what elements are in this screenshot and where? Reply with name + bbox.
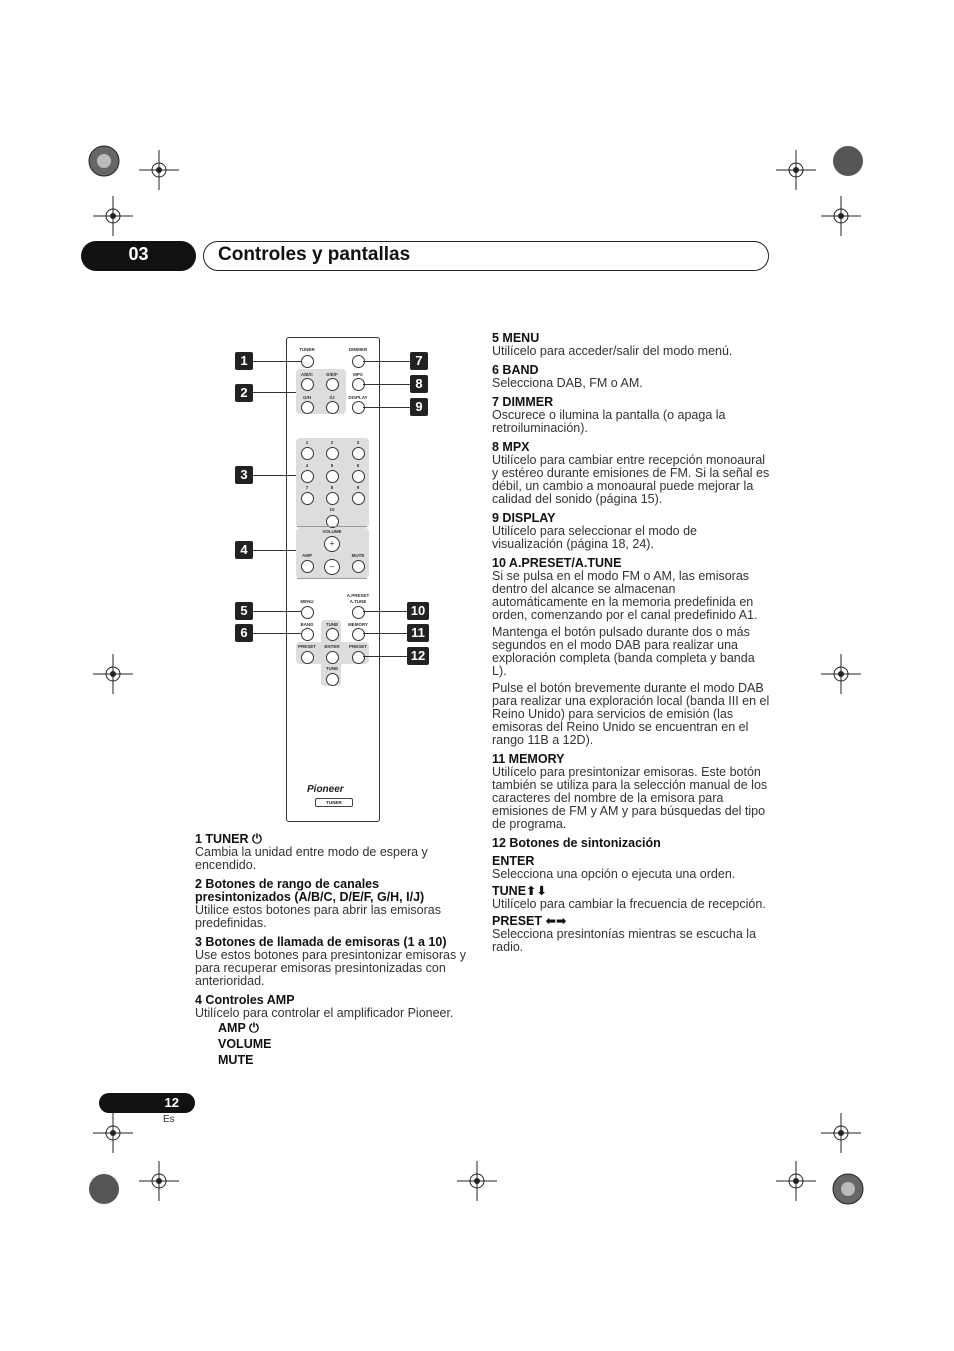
- item-3-heading: 3 Botones de llamada de emisoras (1 a 10): [195, 935, 447, 949]
- number-key: [326, 470, 339, 483]
- remote-label-preset-left: PRESET: [297, 644, 317, 649]
- band-button: [301, 628, 314, 641]
- crosshair-mark: [139, 1161, 179, 1201]
- registration-mark: [84, 1169, 124, 1209]
- tuner-button: [301, 355, 314, 368]
- tune-up-button: [326, 628, 339, 641]
- apreset-atune-button: [352, 606, 365, 619]
- volume-up-button: +: [324, 536, 340, 552]
- leader-line: [253, 475, 296, 476]
- item-8-heading: 8 MPX: [492, 440, 530, 454]
- callout-12: 12: [407, 647, 429, 665]
- callout-4: 4: [235, 541, 253, 559]
- remote-label-amp: AMP: [302, 553, 312, 558]
- mute-sub-item: MUTE: [218, 1053, 254, 1067]
- right-column: [492, 332, 770, 960]
- leader-line: [363, 633, 408, 634]
- remote-label-gh: G/H: [302, 395, 312, 400]
- leader-line: [253, 611, 301, 612]
- callout-8: 8: [410, 375, 428, 393]
- leader-line: [363, 656, 408, 657]
- crosshair-mark: [93, 654, 133, 694]
- item-5-heading: 5 MENU: [492, 331, 540, 345]
- key-label: 3: [356, 440, 360, 445]
- item-5-text: Utilícelo para acceder/salir del modo menú.: [492, 344, 733, 358]
- amp-sub-item: AMP ⏻: [218, 1021, 259, 1035]
- enter-button: [326, 651, 339, 664]
- callout-10: 10: [407, 602, 429, 620]
- leader-line: [253, 361, 301, 362]
- preset-heading: PRESET ⬅➡: [492, 914, 567, 928]
- item-1-text: Cambia la unidad entre modo de espera y encendido.: [195, 845, 428, 872]
- volume-sub-item: VOLUME: [218, 1037, 272, 1051]
- crosshair-mark: [821, 1113, 861, 1153]
- item-3-text: Use estos botones para presintonizar emisoras y para recuperar emisoras presintonizadas con anterioridad.: [195, 948, 466, 988]
- abc-button: [301, 378, 314, 391]
- item-1-heading: 1 TUNER ⏻: [195, 832, 262, 846]
- number-key: [301, 470, 314, 483]
- leader-line: [363, 361, 411, 362]
- number-key: [326, 447, 339, 460]
- remote-control-illustration: [286, 337, 380, 822]
- crosshair-mark: [776, 150, 816, 190]
- item-12-heading: 12 Botones de sintonización: [492, 836, 661, 850]
- registration-mark: [828, 141, 868, 181]
- leader-line: [363, 384, 411, 385]
- item-10-text-3: Pulse el botón brevemente durante el modo DAB para realizar una exploración local (banda III en el Reino Unido) para servicios de emisión (las emisoras del Reino Unido se encuentran en el rango 11B a 12D).: [492, 681, 770, 747]
- number-key: [301, 447, 314, 460]
- number-key: [352, 470, 365, 483]
- callout-11: 11: [407, 624, 429, 642]
- crosshair-mark: [776, 1161, 816, 1201]
- item-4-heading: 4 Controles AMP: [195, 993, 295, 1007]
- remote-label-dimmer: DIMMER: [348, 347, 368, 352]
- crosshair-mark: [457, 1161, 497, 1201]
- ij-button: [326, 401, 339, 414]
- enter-heading: ENTER: [492, 854, 535, 868]
- item-9-heading: 9 DISPLAY: [492, 511, 556, 525]
- chapter-title: Controles y pantallas: [218, 244, 411, 265]
- def-button: [326, 378, 339, 391]
- registration-mark: [84, 141, 124, 181]
- remote-label-tuner: TUNER: [299, 347, 315, 352]
- key-label: 10: [329, 507, 335, 512]
- number-key: [326, 492, 339, 505]
- page-number-badge: [99, 1093, 195, 1113]
- remote-label-ij: I/J: [329, 395, 335, 400]
- item-9-text: Utilícelo para seleccionar el modo de visualización (página 18, 24).: [492, 524, 697, 551]
- item-6-text: Selecciona DAB, FM o AM.: [492, 376, 643, 390]
- key-label: 6: [356, 463, 360, 468]
- pioneer-logo: Pioneer: [307, 784, 344, 795]
- amp-power-button: [301, 560, 314, 573]
- leader-line: [253, 550, 296, 551]
- remote-label-display: DISPLAY: [348, 395, 368, 400]
- crosshair-mark: [93, 196, 133, 236]
- remote-label-apreset: A.PRESET: [346, 593, 370, 598]
- crosshair-mark: [93, 1113, 133, 1153]
- item-7-text: Oscurece o ilumina la pantalla (o apaga la retroiluminación).: [492, 408, 726, 435]
- remote-label-menu: MENU: [300, 599, 314, 604]
- left-column: [195, 833, 473, 1074]
- item-10-text-2: Mantenga el botón pulsado durante dos o más segundos en el modo DAB para realizar una exploración completa (banda completa y banda L).: [492, 625, 755, 678]
- remote-label-enter: ENTER: [324, 644, 340, 649]
- preset-left-button: [301, 651, 314, 664]
- key-label: 5: [330, 463, 334, 468]
- number-key: [352, 492, 365, 505]
- callout-3: 3: [235, 466, 253, 484]
- callout-5: 5: [235, 602, 253, 620]
- callout-9: 9: [410, 398, 428, 416]
- volume-down-button: –: [324, 559, 340, 575]
- gh-button: [301, 401, 314, 414]
- item-10-text-1: Si se pulsa en el modo FM o AM, las emisoras dentro del alcance se almacenan automáticamente en la memoria predefinida en orden, comenzando por el canal predefinido A1.: [492, 569, 758, 622]
- chapter-badge: [81, 241, 196, 271]
- item-4-text: Utilícelo para controlar el amplificador Pioneer.: [195, 1006, 454, 1020]
- leader-line: [363, 611, 408, 612]
- divider: [297, 578, 367, 579]
- item-11-heading: 11 MEMORY: [492, 752, 565, 766]
- chapter-number: 03: [128, 244, 149, 264]
- item-11-text: Utilícelo para presintonizar emisoras. Este botón también se utiliza para la selección manual de los caracteres del nombre de la emisora para emisiones de FM y AM y para búsquedas del tipo de programa.: [492, 765, 768, 831]
- key-label: 9: [356, 485, 360, 490]
- remote-label-atune: A.TUNE: [349, 599, 367, 604]
- callout-6: 6: [235, 624, 253, 642]
- remote-label-tune-down: TUNE: [325, 666, 339, 671]
- menu-button: [301, 606, 314, 619]
- item-7-heading: 7 DIMMER: [492, 395, 554, 409]
- remote-label-tune-up: TUNE: [325, 622, 339, 627]
- language-code: Es: [163, 1114, 175, 1125]
- divider: [297, 526, 367, 527]
- remote-label-preset-right: PRESET: [348, 644, 368, 649]
- leader-line: [363, 407, 411, 408]
- item-2-heading: 2 Botones de rango de canales presintonizados (A/B/C, D/E/F, G/H, I/J): [195, 877, 425, 904]
- remote-label-mpx: MPX: [353, 372, 363, 377]
- tune-down-button: [326, 673, 339, 686]
- callout-2: 2: [235, 384, 253, 402]
- key-label: 7: [305, 485, 309, 490]
- remote-label-abc: A/B/C: [300, 372, 314, 377]
- key-label: 4: [305, 463, 309, 468]
- tune-heading: TUNE⬆⬇: [492, 884, 547, 898]
- callout-7: 7: [410, 352, 428, 370]
- chapter-title-box: [203, 241, 769, 271]
- remote-label-volume: VOLUME: [322, 529, 342, 534]
- number-key: [352, 447, 365, 460]
- tune-text: Utilícelo para cambiar la frecuencia de recepción.: [492, 897, 766, 911]
- callout-1: 1: [235, 352, 253, 370]
- crosshair-mark: [821, 654, 861, 694]
- key-label: 8: [330, 485, 334, 490]
- crosshair-mark: [139, 150, 179, 190]
- item-2-text: Utilice estos botones para abrir las emisoras predefinidas.: [195, 903, 441, 930]
- remote-label-memory: MEMORY: [347, 622, 369, 627]
- leader-line: [253, 633, 301, 634]
- registration-mark: [828, 1169, 868, 1209]
- item-10-heading: 10 A.PRESET/A.TUNE: [492, 556, 622, 570]
- remote-label-band: BAND: [300, 622, 314, 627]
- tuner-badge: TUNER: [315, 798, 353, 807]
- remote-label-mute: MUTE: [351, 553, 365, 558]
- leader-line: [253, 392, 296, 393]
- mute-button: [352, 560, 365, 573]
- page-number: 12: [164, 1095, 179, 1110]
- key-label: 1: [305, 440, 309, 445]
- crosshair-mark: [821, 196, 861, 236]
- memory-button: [352, 628, 365, 641]
- key-label: 2: [330, 440, 334, 445]
- remote-label-def: D/E/F: [326, 372, 338, 377]
- number-key: [301, 492, 314, 505]
- item-8-text: Utilícelo para cambiar entre recepción monoaural y estéreo durante emisiones de FM. Si la señal es débil, un cambio a monoaural puede mejorar la calidad del sonido (página 15).: [492, 453, 770, 506]
- preset-right-button: [352, 651, 365, 664]
- enter-text: Selecciona una opción o ejecuta una orden.: [492, 867, 736, 881]
- item-6-heading: 6 BAND: [492, 363, 539, 377]
- preset-text: Selecciona presintonías mientras se escucha la radio.: [492, 927, 757, 954]
